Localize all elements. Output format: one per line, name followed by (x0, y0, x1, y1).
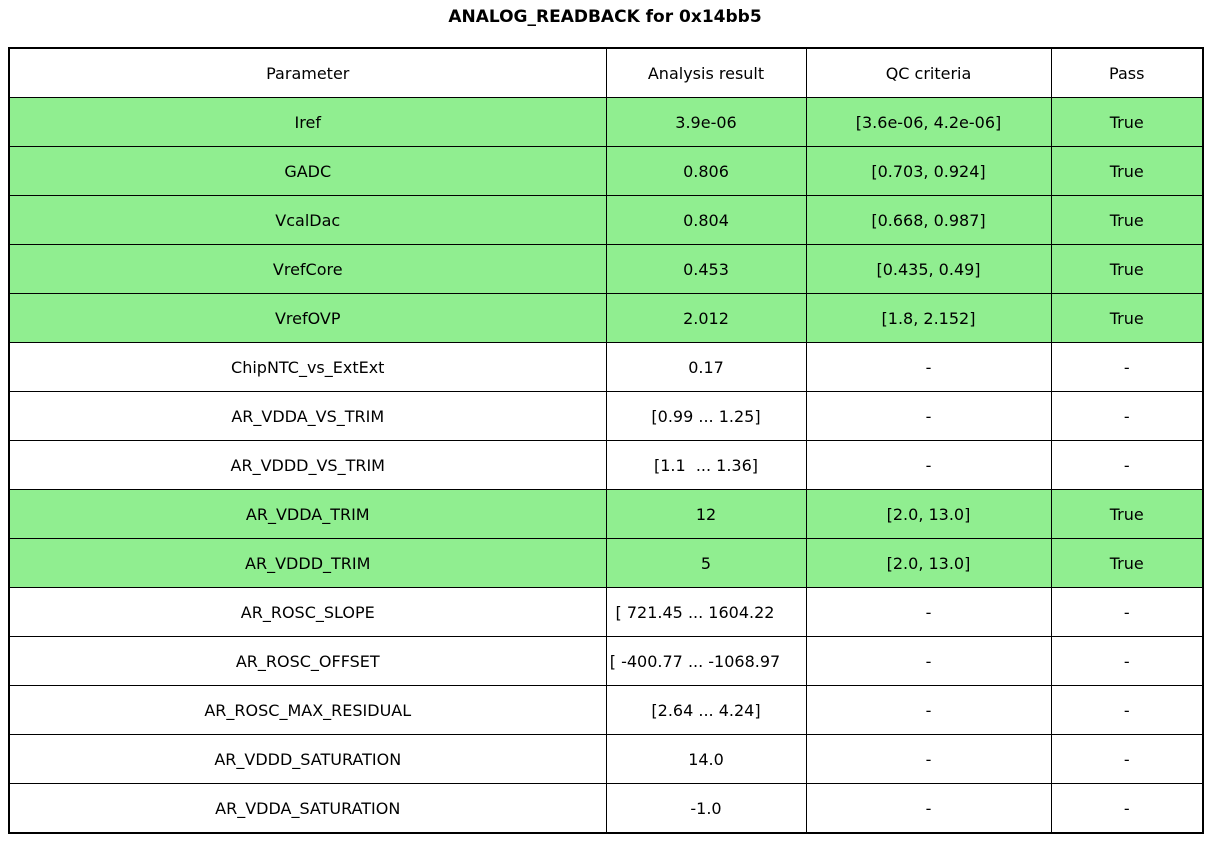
qc-criteria-cell-text: [3.6e-06, 4.2e-06] (855, 112, 1002, 132)
analysis-result-cell-text: 0.17 (688, 357, 724, 377)
qc-criteria-cell-text: [0.668, 0.987] (871, 210, 986, 230)
parameter-cell (9, 196, 606, 245)
qc-criteria-cell (806, 637, 1051, 686)
qc-criteria-cell (806, 686, 1051, 735)
qc-criteria-cell-text: - (925, 798, 932, 818)
qc-criteria-cell (806, 735, 1051, 784)
parameter-cell (9, 392, 606, 441)
analysis-result-cell (606, 588, 806, 637)
qc-table (8, 47, 1204, 834)
table-row (9, 539, 1203, 588)
column-header-parameter: Parameter (9, 48, 606, 98)
analysis-result-cell (606, 441, 806, 490)
analysis-result-cell (606, 539, 806, 588)
parameter-cell (9, 686, 606, 735)
parameter-cell (9, 245, 606, 294)
table-row (9, 392, 1203, 441)
parameter-cell (9, 294, 606, 343)
pass-cell (1051, 686, 1203, 735)
pass-cell-text: - (1123, 651, 1130, 671)
qc-criteria-cell (806, 588, 1051, 637)
qc-criteria-cell-text: - (925, 406, 932, 426)
table-row (9, 196, 1203, 245)
parameter-cell (9, 441, 606, 490)
parameter-cell (9, 637, 606, 686)
analysis-result-cell-text: 0.453 (683, 259, 729, 279)
qc-criteria-cell-text: - (925, 357, 932, 377)
analysis-result-cell (606, 245, 806, 294)
pass-cell (1051, 196, 1203, 245)
table-row (9, 735, 1203, 784)
analysis-result-cell-text: 0.804 (683, 210, 729, 230)
qc-criteria-cell-text: - (925, 651, 932, 671)
parameter-cell-text: AR_VDDA_TRIM (245, 504, 370, 524)
qc-criteria-cell-text: [2.0, 13.0] (886, 553, 971, 573)
parameter-cell-text: AR_VDDD_TRIM (245, 553, 371, 573)
parameter-cell-text: AR_VDDA_VS_TRIM (231, 406, 385, 426)
qc-criteria-cell-text: - (925, 749, 932, 769)
qc-criteria-cell-text: [0.435, 0.49] (876, 259, 981, 279)
parameter-cell-text: AR_VDDA_SATURATION (215, 798, 401, 818)
qc-criteria-cell-text: - (925, 700, 932, 720)
header-row (9, 48, 1203, 98)
table-row (9, 637, 1203, 686)
parameter-cell (9, 147, 606, 196)
pass-cell-text: - (1123, 406, 1130, 426)
table-row (9, 784, 1203, 834)
table-row (9, 98, 1203, 147)
pass-cell-text: - (1123, 798, 1130, 818)
qc-criteria-cell (806, 98, 1051, 147)
parameter-cell-text: AR_ROSC_MAX_RESIDUAL (204, 700, 412, 720)
qc-criteria-cell-text: [2.0, 13.0] (886, 504, 971, 524)
qc-criteria-cell (806, 294, 1051, 343)
parameter-cell-text: AR_VDDD_VS_TRIM (230, 455, 385, 475)
analysis-result-cell (606, 490, 806, 539)
analysis-result-cell-text: [0.99 ... 1.25] (651, 406, 761, 426)
pass-cell (1051, 588, 1203, 637)
analysis-result-cell-text: 2.012 (683, 308, 729, 328)
table-row (9, 686, 1203, 735)
qc-table-body (9, 98, 1203, 834)
qc-criteria-cell (806, 441, 1051, 490)
parameter-cell (9, 343, 606, 392)
pass-cell-text: True (1109, 210, 1144, 230)
analysis-result-cell-text: [ 721.45 ... 1604.22 (615, 602, 775, 622)
qc-criteria-cell (806, 343, 1051, 392)
pass-cell-text: - (1123, 749, 1130, 769)
analysis-result-cell-text: 5 (700, 553, 712, 573)
qc-criteria-cell (806, 539, 1051, 588)
table-row (9, 588, 1203, 637)
qc-criteria-cell-text: - (925, 602, 932, 622)
table-row (9, 441, 1203, 490)
pass-cell-text: - (1123, 357, 1130, 377)
qc-criteria-cell (806, 245, 1051, 294)
page-title: ANALOG_READBACK for 0x14bb5 (448, 7, 762, 27)
parameter-cell-text: AR_ROSC_OFFSET (235, 651, 380, 671)
pass-cell-text: True (1109, 161, 1144, 181)
analysis-result-cell-text: [ -400.77 ... -1068.97 (609, 651, 781, 671)
pass-cell-text: True (1109, 308, 1144, 328)
pass-cell (1051, 441, 1203, 490)
analysis-result-cell-text: 12 (695, 504, 717, 524)
qc-criteria-cell-text: [0.703, 0.924] (871, 161, 986, 181)
pass-cell-text: True (1109, 112, 1144, 132)
analysis-result-cell (606, 686, 806, 735)
parameter-cell (9, 490, 606, 539)
parameter-cell-text: AR_VDDD_SATURATION (214, 749, 402, 769)
pass-cell (1051, 539, 1203, 588)
pass-cell-text: True (1109, 259, 1144, 279)
analysis-result-cell (606, 637, 806, 686)
pass-cell (1051, 294, 1203, 343)
parameter-cell-text: AR_ROSC_SLOPE (240, 602, 375, 622)
qc-criteria-cell-text: - (925, 455, 932, 475)
pass-cell (1051, 637, 1203, 686)
table-row (9, 294, 1203, 343)
analysis-result-cell (606, 147, 806, 196)
qc-criteria-cell (806, 196, 1051, 245)
qc-criteria-cell (806, 490, 1051, 539)
pass-cell (1051, 784, 1203, 834)
parameter-cell (9, 539, 606, 588)
parameter-cell (9, 98, 606, 147)
pass-cell (1051, 490, 1203, 539)
table-row (9, 245, 1203, 294)
analysis-result-cell (606, 343, 806, 392)
pass-cell (1051, 147, 1203, 196)
table-row (9, 490, 1203, 539)
pass-cell-text: - (1123, 700, 1130, 720)
analysis-result-cell-text: [2.64 ... 4.24] (651, 700, 761, 720)
parameter-cell (9, 735, 606, 784)
column-header-pass: Pass (1051, 48, 1203, 98)
pass-cell-text: True (1109, 504, 1144, 524)
parameter-cell-text: Iref (294, 112, 321, 132)
parameter-cell-text: ChipNTC_vs_ExtExt (231, 357, 385, 377)
pass-cell-text: - (1123, 602, 1130, 622)
pass-cell (1051, 98, 1203, 147)
pass-cell (1051, 245, 1203, 294)
analysis-result-cell (606, 784, 806, 834)
analysis-result-cell (606, 294, 806, 343)
parameter-cell-text: VrefCore (272, 259, 343, 279)
analysis-result-cell-text: 0.806 (683, 161, 729, 181)
analysis-result-cell-text: 14.0 (688, 749, 724, 769)
parameter-cell (9, 784, 606, 834)
qc-criteria-cell (806, 392, 1051, 441)
analysis-result-cell (606, 196, 806, 245)
analysis-result-cell (606, 98, 806, 147)
pass-cell-text: True (1109, 553, 1144, 573)
qc-criteria-cell-text: [1.8, 2.152] (881, 308, 976, 328)
pass-cell-text: - (1123, 455, 1130, 475)
qc-criteria-cell (806, 784, 1051, 834)
column-header-qc-criteria: QC criteria (806, 48, 1051, 98)
pass-cell (1051, 735, 1203, 784)
analysis-result-cell-text: -1.0 (690, 798, 722, 818)
analysis-result-cell (606, 392, 806, 441)
parameter-cell (9, 588, 606, 637)
analysis-result-cell-text: [1.1 ... 1.36] (653, 455, 759, 475)
parameter-cell-text: VrefOVP (274, 308, 341, 328)
qc-criteria-cell (806, 147, 1051, 196)
pass-cell (1051, 392, 1203, 441)
table-row (9, 147, 1203, 196)
analysis-result-cell-text: 3.9e-06 (675, 112, 737, 132)
parameter-cell-text: GADC (284, 161, 332, 181)
parameter-cell-text: VcalDac (275, 210, 341, 230)
table-row (9, 343, 1203, 392)
pass-cell (1051, 343, 1203, 392)
analysis-result-cell (606, 735, 806, 784)
qc-table-header (9, 48, 1203, 98)
column-header-analysis-result: Analysis result (606, 48, 806, 98)
